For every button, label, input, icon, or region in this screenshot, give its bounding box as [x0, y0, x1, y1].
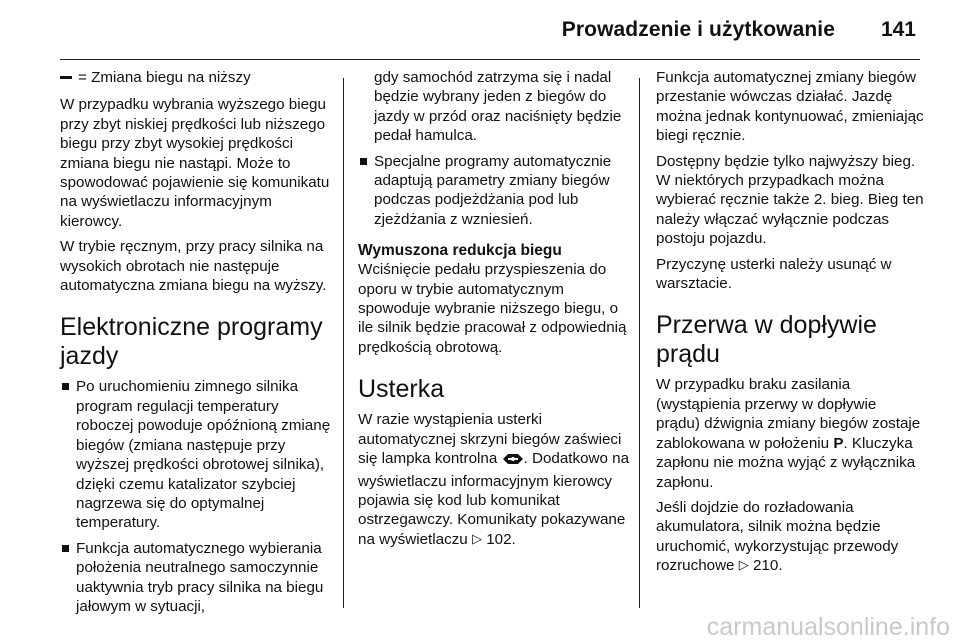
paragraph-power-failure [656, 375, 924, 491]
power-text-end: . Kluczyka zapłonu nie można wyjąć z wyłącznika zapłonu. [656, 434, 916, 491]
page-reference-arrow-icon: ▷ [738, 557, 749, 573]
page-reference-arrow-icon: ▷ [471, 530, 482, 546]
paragraph-fault [358, 410, 630, 549]
minus-icon [60, 76, 72, 79]
programs-list-continued [358, 152, 630, 230]
watermark: carmanualsonline.info [706, 613, 950, 641]
gear-down-label: Zmiana biegu na niższy [91, 69, 251, 86]
paragraph-battery [656, 498, 924, 576]
page-number: 141 [880, 18, 916, 41]
paragraph-gear-change: W przypadku wybrania wyższego biegu przy zbyt niskiej prędkości lub niższego biegu przy zbyt wysokiej prędkości zmiana biegu nie nastąpi. Może to spowodować pojawienie się komunikatu na wyświetlaczu informacyjnym kierowcy. [60, 96, 330, 230]
battery-text: Jeśli dojdzie do rozładowania akumulatora, silnik można będzie uruchomić, wykorzystując przewody rozruchowe [656, 498, 899, 575]
programs-list [60, 377, 336, 616]
page-header [0, 0, 960, 60]
bullet-square-icon [62, 545, 69, 552]
paragraph-available-gears: Dostępny będzie tylko najwyższy bieg. W niektórych przypadkach można wybierać ręcznie także 2. bieg. Bieg ten należy włączać wyłącznie podczas postoju pojazdu. [656, 152, 924, 248]
fault-text-end: . Dodatkowo na wyświetlaczu informacyjnym kierowcy pojawia się kod lub komunikat ostrzegawczy. Komunikaty pokazywane na wyświetlaczu [358, 450, 630, 548]
gear-position-p: P [833, 434, 844, 452]
list-item [358, 152, 630, 230]
power-text-start: W przypadku braku zasilania (wystąpienia przerwy w dopływie prądu) dźwignia zmiany biegów zostaje zablokowana w położeniu [656, 376, 921, 452]
running-title: Prowadzenie i użytkowanie [561, 18, 835, 41]
battery-page-ref[interactable]: 210. [752, 557, 783, 575]
list-item-text: Specjalne programy automatycznie adaptują parametry zmiany biegów podczas podjeżdżania pod lub zjeżdżania z wzniesień. [374, 152, 612, 228]
header-rule [60, 59, 920, 60]
gear-down-equals: = [78, 69, 87, 86]
paragraph-fault-continued: Funkcja automatycznej zmiany biegów przestanie wówczas działać. Jazdę można jednak kontynuować, zmieniając biegi ręcznie. [656, 69, 924, 145]
list-item-text: Funkcja automatycznego wybierania położenia neutralnego samoczynnie uaktywnia tryb pracy silnika na biegu jałowym w sytuacji, [76, 539, 324, 615]
list-item [60, 539, 336, 617]
bullet-square-icon [62, 383, 69, 390]
fault-text-start: W razie wystąpienia usterki automatycznej skrzyni biegów zaświeci się lampka kontrolna [358, 411, 622, 468]
fault-page-ref[interactable]: 102. [486, 530, 516, 548]
paragraph-manual-mode: W trybie ręcznym, przy pracy silnika na wysokich obrotach nie następuje automatyczna zmiana biegu na wyższy. [60, 238, 327, 295]
column-1 [60, 68, 336, 622]
transmission-warning-lamp-icon [502, 452, 524, 471]
paragraph-kickdown: Wciśnięcie pedału przyspieszenia do oporu w trybie automatycznym spowoduje wybranie niższego biegu, o ile silnik będzie pracował z odpowiednią prędkością obrotową. [358, 261, 627, 356]
list-item-text: Po uruchomieniu zimnego silnika program regulacji temperatury roboczej powoduje opóźnioną zmianę biegów (zmiana następuje przy wyższej prędkości obrotowej silnika), dzięki czemu katalizator szybciej nagrzewa się do optymalnej temperatury. [76, 378, 331, 532]
section-heading-power-failure: Przerwa w dopływie prądu [656, 311, 877, 369]
subheading-kickdown: Wymuszona redukcja biegu [358, 242, 562, 260]
list-item [60, 377, 336, 532]
column-separator-2 [639, 78, 640, 608]
list-item-continuation: gdy samochód zatrzyma się i nadal będzie wybrany jeden z biegów do jazdy w przód oraz naciśnięty będzie pedał hamulca. [374, 69, 622, 145]
section-heading-fault: Usterka [358, 375, 445, 404]
column-2 [358, 68, 630, 555]
column-separator-1 [343, 78, 344, 608]
section-heading-programs: Elektroniczne programy jazdy [60, 313, 323, 371]
paragraph-workshop: Przyczynę usterki należy usunąć w warsztacie. [656, 255, 892, 293]
bullet-square-icon [360, 158, 367, 165]
gear-down-legend [60, 68, 336, 87]
column-3 [656, 68, 924, 582]
